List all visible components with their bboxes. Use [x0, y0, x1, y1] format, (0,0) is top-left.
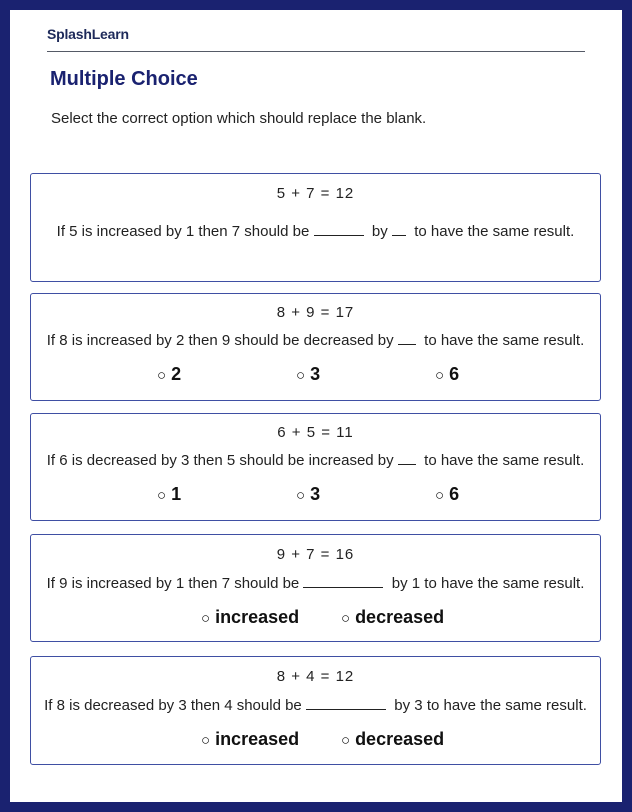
equation: 5 + 7 = 12: [276, 185, 355, 202]
section-title: Multiple Choice: [50, 68, 198, 90]
equation: 9 + 7 = 16: [276, 546, 355, 563]
answer-blank[interactable]: [398, 452, 416, 465]
brand-logo: SplashLearn: [47, 26, 129, 42]
question-card-3: [30, 413, 601, 521]
question-text: [31, 697, 600, 714]
answer-blank[interactable]: [392, 223, 406, 236]
header-divider: [47, 51, 585, 52]
question-prefix: If 8 is decreased by 3 then 4 should be: [44, 697, 302, 714]
equation: 8 + 4 = 12: [276, 668, 355, 685]
instructions: Select the correct option which should replace the blank.: [51, 110, 427, 127]
option[interactable]: ○ increased: [201, 607, 300, 627]
option[interactable]: ○ 3: [296, 484, 321, 504]
question-text: [31, 223, 600, 240]
question-suffix: to have the same result.: [414, 223, 575, 240]
option[interactable]: ○ 1: [157, 484, 182, 504]
question-suffix: by 3 to have the same result.: [394, 697, 587, 714]
question-card-5: [30, 656, 601, 765]
question-suffix: by 1 to have the same result.: [391, 575, 585, 592]
option[interactable]: ○ 6: [435, 364, 460, 384]
question-suffix: to have the same result.: [424, 332, 585, 349]
option[interactable]: ○ 2: [157, 364, 182, 384]
question-prefix: If 5 is increased by 1 then 7 should be: [56, 223, 310, 240]
answer-blank[interactable]: [306, 697, 386, 710]
option[interactable]: ○ decreased: [341, 729, 445, 749]
answer-blank[interactable]: [303, 575, 383, 588]
question-card-1: [30, 173, 601, 282]
equation: 8 + 9 = 17: [276, 304, 355, 321]
answer-blank[interactable]: [314, 223, 364, 236]
option[interactable]: ○ 6: [435, 484, 460, 504]
question-card-4: [30, 534, 601, 642]
question-text: [31, 332, 600, 349]
question-middle: by: [371, 223, 388, 240]
question-prefix: If 8 is increased by 2 then 9 should be decreased by: [46, 332, 394, 349]
question-suffix: to have the same result.: [424, 452, 585, 469]
option[interactable]: ○ increased: [201, 729, 300, 749]
option[interactable]: ○ 3: [296, 364, 321, 384]
question-prefix: If 9 is increased by 1 then 7 should be: [46, 575, 300, 592]
worksheet-page: [10, 10, 622, 802]
option[interactable]: ○ decreased: [341, 607, 445, 627]
question-text: [31, 452, 600, 469]
question-prefix: If 6 is decreased by 3 then 5 should be increased by: [46, 452, 394, 469]
question-text: [31, 575, 600, 592]
answer-blank[interactable]: [398, 332, 416, 345]
question-card-2: [30, 293, 601, 401]
equation: 6 + 5 = 11: [277, 424, 354, 441]
